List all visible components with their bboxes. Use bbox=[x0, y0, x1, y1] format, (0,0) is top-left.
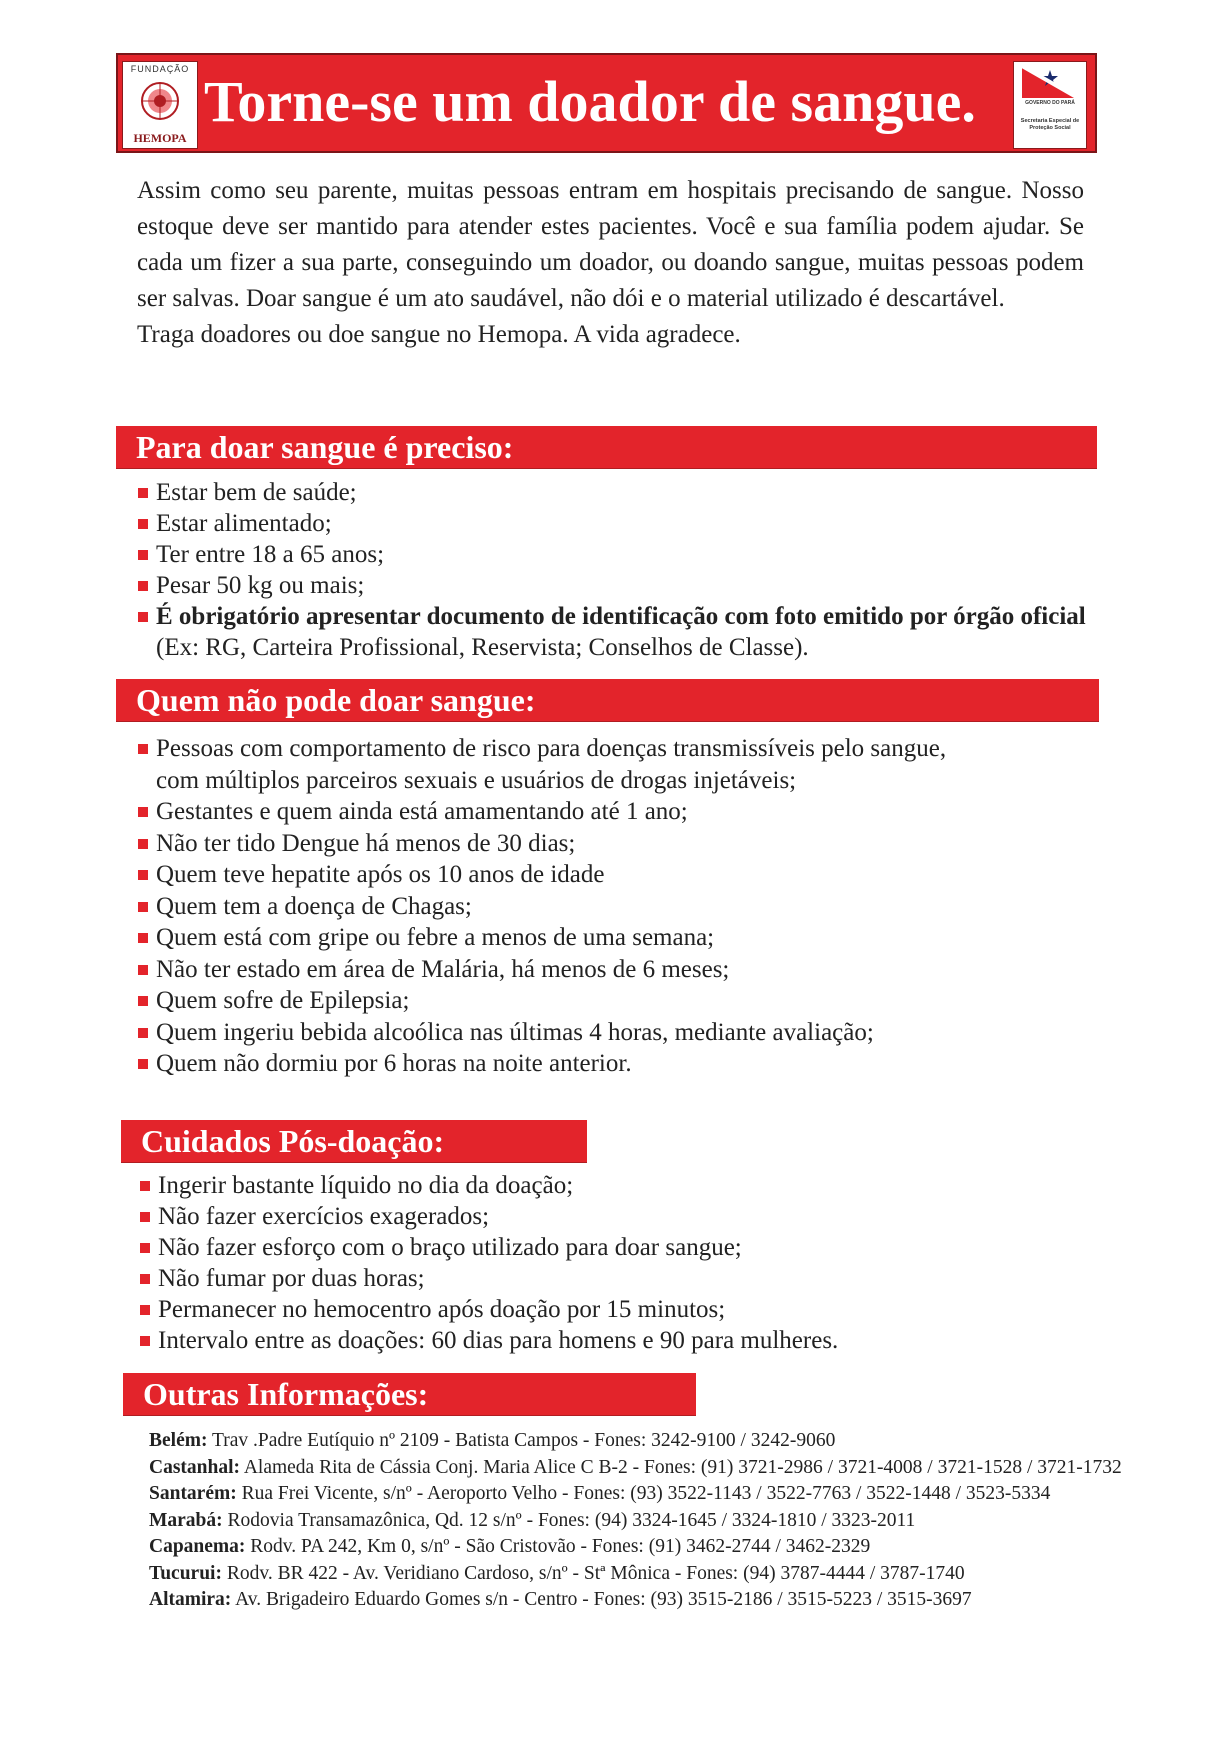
bullet-square-icon bbox=[138, 744, 148, 754]
blood-drop-logo-icon bbox=[139, 80, 181, 122]
list-item-text: Não fumar por duas horas; bbox=[158, 1265, 425, 1292]
contact-info: Av. Brigadeiro Eduardo Gomes s/n - Centro - Fones: (93) 3515-2186 / 3515-5223 / 3515-3697 bbox=[231, 1589, 972, 1610]
contact-row bbox=[149, 1561, 1139, 1588]
intro-closing: Traga doadores ou doe sangue no Hemopa. A vida agradece. bbox=[137, 321, 741, 348]
list-item-text: Gestantes e quem ainda está amamentando até 1 ano; bbox=[156, 798, 688, 825]
bullet-square-icon bbox=[138, 996, 148, 1006]
bullet-square-icon bbox=[138, 1028, 148, 1038]
cuidados-list bbox=[138, 1170, 1038, 1356]
section-heading-cuidados bbox=[121, 1120, 587, 1163]
list-item-text: Não fazer exercícios exagerados; bbox=[158, 1203, 490, 1230]
list-item-text: Pesar 50 kg ou mais; bbox=[156, 572, 365, 599]
section-heading-text: Cuidados Pós-doação: bbox=[141, 1123, 445, 1159]
list-item-text: Não ter estado em área de Malária, há menos de 6 meses; bbox=[156, 955, 730, 983]
contact-row bbox=[149, 1587, 1139, 1614]
list-item bbox=[138, 1201, 1038, 1232]
bullet-square-icon bbox=[138, 581, 148, 591]
list-item-text: Quem não dormiu por 6 horas na noite anterior. bbox=[156, 1050, 632, 1077]
list-item bbox=[138, 1263, 1038, 1294]
bullet-square-icon bbox=[138, 933, 148, 943]
list-item bbox=[136, 508, 1096, 539]
bullet-square-icon bbox=[138, 1059, 148, 1069]
bullet-square-icon bbox=[138, 902, 148, 912]
contact-info: Rodv. PA 242, Km 0, s/nº - São Cristovão - Fones: (91) 3462-2744 / 3462-2329 bbox=[245, 1536, 871, 1557]
list-item bbox=[136, 828, 956, 860]
bullet-square-icon bbox=[140, 1274, 150, 1284]
list-item bbox=[136, 539, 1096, 570]
intro-paragraph: Assim como seu parente, muitas pessoas entram em hospitais precisando de sangue. Nosso estoque deve ser mantido para atender estes pacientes. Você e sua família podem ajudar. Se cada um fizer a sua parte, conseguindo um doador, ou doando sangue, muitas pessoas podem ser salvas. Doar sangue é um ato saudável, não dói e o material utilizado é descartável. bbox=[137, 177, 1084, 312]
secretariat-name: Secretaria Especial de Proteção Social bbox=[1020, 118, 1080, 131]
bullet-square-icon bbox=[138, 612, 148, 622]
page-title: Torne-se um doador de sangue. bbox=[204, 69, 976, 134]
bullet-square-icon bbox=[140, 1336, 150, 1346]
contact-city: Belém: bbox=[149, 1430, 208, 1451]
list-item-text: Quem teve hepatite após os 10 anos de idade bbox=[156, 861, 605, 888]
bullet-square-icon bbox=[140, 1181, 150, 1191]
section-heading-text: Quem não pode doar sangue: bbox=[136, 682, 536, 718]
bullet-square-icon bbox=[140, 1243, 150, 1253]
list-item-text: (Ex: RG, Carteira Profissional, Reservista; Conselhos de Classe). bbox=[156, 634, 809, 661]
hemopa-logo bbox=[122, 61, 198, 149]
list-item-text: Não ter tido Dengue há menos de 30 dias; bbox=[156, 829, 576, 857]
contact-info: Trav .Padre Eutíquio nº 2109 - Batista Campos - Fones: 3242-9100 / 3242-9060 bbox=[207, 1430, 836, 1451]
contact-row bbox=[149, 1508, 1139, 1535]
bullet-square-icon bbox=[138, 870, 148, 880]
list-item-text: Estar alimentado; bbox=[156, 510, 332, 537]
list-item bbox=[136, 1017, 956, 1049]
bullet-square-icon bbox=[138, 807, 148, 817]
contact-info: Alameda Rita de Cássia Conj. Maria Alice C B-2 - Fones: (91) 3721-2986 / 3721-4008 / 3721-1528 / 3721-1732 bbox=[240, 1456, 1122, 1478]
list-item bbox=[136, 477, 1096, 508]
contact-city: Santarém: bbox=[149, 1483, 237, 1504]
contact-row bbox=[149, 1534, 1139, 1561]
bullet-square-icon bbox=[140, 1212, 150, 1222]
list-item bbox=[136, 922, 956, 954]
bullet-square-icon bbox=[138, 839, 148, 849]
contact-info: Rua Frei Vicente, s/nº - Aeroporto Velho - Fones: (93) 3522-1143 / 3522-7763 / 3522-1448 / 3523-5334 bbox=[236, 1483, 1051, 1504]
section-heading-restricoes bbox=[116, 679, 1099, 722]
bullet-square-icon bbox=[138, 488, 148, 498]
list-item bbox=[136, 859, 956, 891]
restricoes-list bbox=[136, 733, 956, 1080]
requisitos-list bbox=[136, 477, 1096, 663]
list-item bbox=[136, 796, 956, 828]
bullet-square-icon bbox=[138, 550, 148, 560]
list-item bbox=[136, 985, 956, 1017]
government-logo bbox=[1013, 61, 1087, 149]
logo-bottom-text: HEMOPA bbox=[133, 131, 187, 145]
list-item-bold-text: É obrigatório apresentar documento de identificação com foto emitido por órgão oficial bbox=[156, 603, 1086, 630]
contact-info: Rodovia Transamazônica, Qd. 12 s/nº - Fones: (94) 3324-1645 / 3324-1810 / 3323-2011 bbox=[222, 1509, 916, 1531]
list-item bbox=[136, 601, 1096, 663]
list-item-text: Ingerir bastante líquido no dia da doação; bbox=[158, 1172, 574, 1199]
list-item-text: Intervalo entre as doações: 60 dias para homens e 90 para mulheres. bbox=[158, 1327, 839, 1354]
section-heading-text: Outras Informações: bbox=[143, 1376, 429, 1412]
section-heading-text: Para doar sangue é preciso: bbox=[136, 429, 514, 465]
section-heading-outras bbox=[123, 1373, 696, 1416]
contact-info: Rodv. BR 422 - Av. Veridiano Cardoso, s/nº - Stª Mônica - Fones: (94) 3787-4444 / 3787-1740 bbox=[221, 1562, 965, 1584]
contact-city: Marabá: bbox=[149, 1509, 223, 1531]
list-item-text: Quem está com gripe ou febre a menos de uma semana; bbox=[156, 924, 715, 951]
contact-row bbox=[149, 1481, 1139, 1508]
list-item-text: Ter entre 18 a 65 anos; bbox=[156, 541, 385, 568]
para-flag-icon bbox=[1022, 66, 1078, 98]
list-item bbox=[136, 733, 956, 796]
contact-city: Altamira: bbox=[149, 1589, 232, 1610]
logo-top-text: FUNDAÇÃO bbox=[130, 64, 190, 74]
list-item bbox=[136, 954, 956, 986]
contact-row bbox=[149, 1428, 1139, 1455]
header-banner bbox=[116, 53, 1097, 153]
contact-city: Tucurui: bbox=[149, 1562, 222, 1584]
list-item bbox=[138, 1325, 1038, 1356]
list-item-text: Quem ingeriu bebida alcoólica nas últimas 4 horas, mediante avaliação; bbox=[156, 1018, 874, 1046]
list-item-text: Permanecer no hemocentro após doação por 15 minutos; bbox=[158, 1296, 726, 1323]
list-item-text: Quem tem a doença de Chagas; bbox=[156, 892, 472, 920]
intro-text bbox=[137, 173, 1084, 353]
list-item-text: Quem sofre de Epilepsia; bbox=[156, 987, 410, 1014]
bullet-square-icon bbox=[138, 965, 148, 975]
list-item bbox=[136, 891, 956, 923]
list-item bbox=[136, 1048, 956, 1080]
bullet-square-icon bbox=[140, 1305, 150, 1315]
list-item bbox=[138, 1170, 1038, 1201]
list-item-text: Estar bem de saúde; bbox=[156, 479, 357, 506]
list-item bbox=[138, 1232, 1038, 1263]
section-heading-requisitos bbox=[116, 426, 1097, 469]
list-item-text: Não fazer esforço com o braço utilizado para doar sangue; bbox=[158, 1234, 742, 1261]
contact-city: Capanema: bbox=[149, 1536, 246, 1557]
list-item bbox=[138, 1294, 1038, 1325]
list-item bbox=[136, 570, 1096, 601]
contact-row bbox=[149, 1455, 1139, 1482]
contacts-list bbox=[149, 1428, 1139, 1614]
government-name: GOVERNO DO PARÁ bbox=[1025, 100, 1075, 106]
contact-city: Castanhal: bbox=[149, 1456, 241, 1478]
bullet-square-icon bbox=[138, 519, 148, 529]
list-item-text: Pessoas com comportamento de risco para doenças transmissíveis pelo sangue, com múltiplos parceiros sexuais e usuários de drogas injetáveis; bbox=[156, 735, 947, 794]
